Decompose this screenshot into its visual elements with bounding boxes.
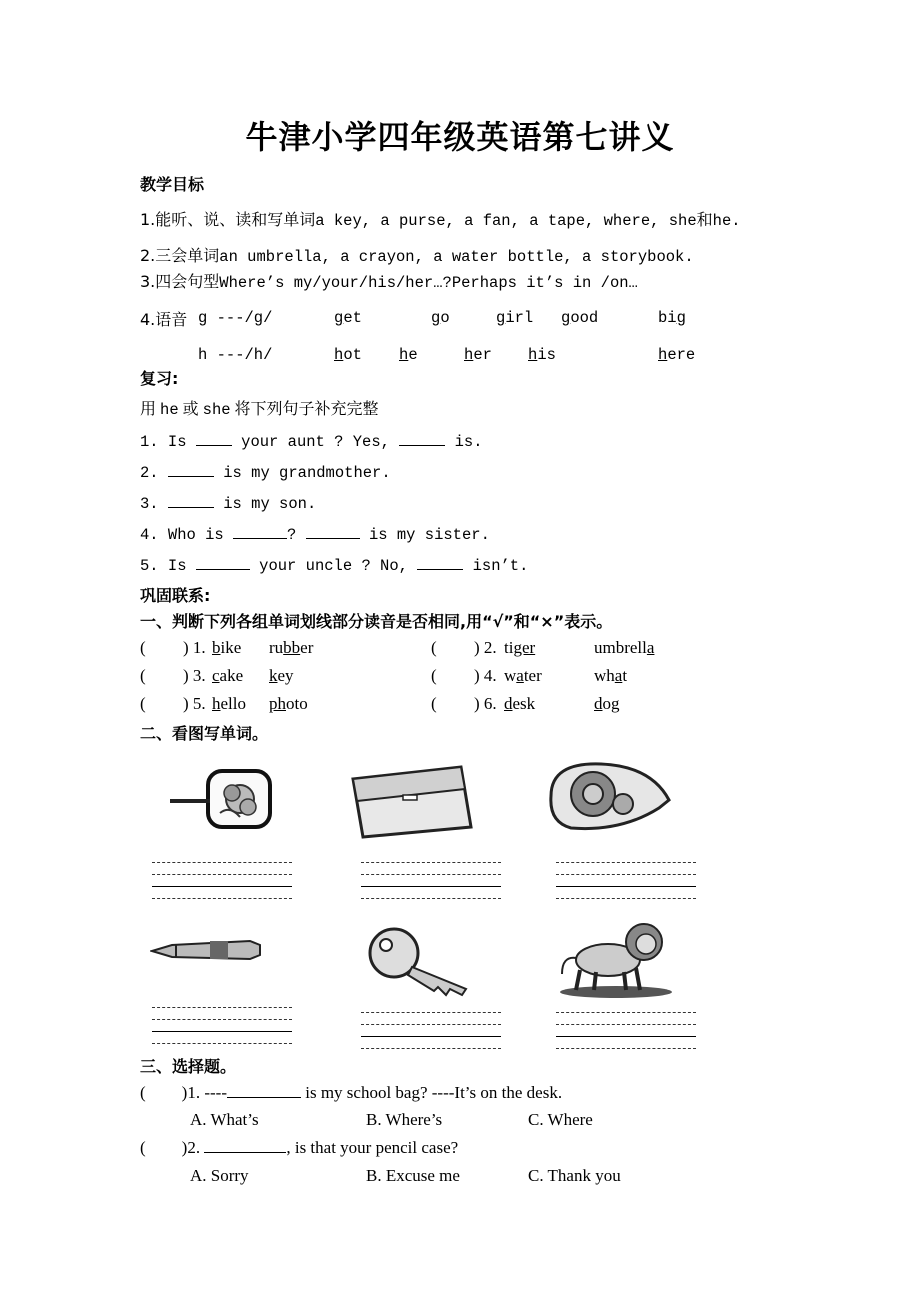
write-lines[interactable] xyxy=(361,862,501,910)
q2-number: ) 2. xyxy=(474,638,497,657)
q1-word2: rubber xyxy=(269,638,314,657)
q1-number: ) 1. xyxy=(183,638,206,657)
review-sentence-3: 3. is my son. xyxy=(140,495,317,513)
part2-title: 二、看图写单词。 xyxy=(140,724,269,743)
paren-open: ( xyxy=(431,666,437,685)
blank[interactable] xyxy=(196,555,250,570)
choice-1-a[interactable]: A. What’s xyxy=(190,1110,259,1129)
choice-2-b[interactable]: B. Excuse me xyxy=(366,1166,460,1185)
q6-word2: dog xyxy=(594,694,620,713)
write-lines[interactable] xyxy=(556,1012,696,1060)
pen-icon xyxy=(150,935,264,965)
write-lines[interactable] xyxy=(556,862,696,910)
objective-3: 3.四会句型Where’s my/your/his/her…?Perhaps it’s in /on… xyxy=(140,272,638,292)
phonics-word: go xyxy=(431,309,450,327)
choice-1-c[interactable]: C. Where xyxy=(528,1110,593,1129)
phonics-word: her xyxy=(464,346,492,364)
q5-word2: photo xyxy=(269,694,308,713)
q3-word2: key xyxy=(269,666,294,685)
phonics-word: girl xyxy=(496,309,534,327)
phonics-g-label: g ---/g/ xyxy=(198,309,273,327)
q5-word1: hello xyxy=(212,694,246,713)
blank[interactable] xyxy=(204,1138,286,1153)
purse-icon xyxy=(347,757,477,839)
review-heading: 复习: xyxy=(140,369,179,388)
part1-title: 一、判断下列各组单词划线部分读音是否相同,用“√”和“×”表示。 xyxy=(140,612,613,631)
key-icon xyxy=(362,925,474,997)
q6-number: ) 6. xyxy=(474,694,497,713)
phonics-word: big xyxy=(658,309,686,327)
choice-2-c[interactable]: C. Thank you xyxy=(528,1166,621,1185)
blank[interactable] xyxy=(233,524,287,539)
part3-title: 三、选择题。 xyxy=(140,1057,237,1076)
q1-word1: bike xyxy=(212,638,242,657)
q5-number: ) 5. xyxy=(183,694,206,713)
write-lines[interactable] xyxy=(152,1007,292,1055)
paren-open: ( xyxy=(140,694,146,713)
phonics-word: here xyxy=(658,346,696,364)
paren-open: ( xyxy=(431,694,437,713)
phonics-word: get xyxy=(334,309,362,327)
blank[interactable] xyxy=(168,462,214,477)
phonics-word: hot xyxy=(334,346,362,364)
write-lines[interactable] xyxy=(152,862,292,910)
paren-open: ( xyxy=(431,638,437,657)
objective-1: 1.能听、说、读和写单词a key, a purse, a fan, a tape, where, she和he. xyxy=(140,210,741,230)
review-sentence-1: 1. Is your aunt ? Yes, is. xyxy=(140,433,483,451)
lion-icon xyxy=(556,916,674,1000)
practice-heading: 巩固联系: xyxy=(140,586,211,605)
review-instruction: 用 he 或 she 将下列句子补充完整 xyxy=(140,399,379,419)
review-sentence-5: 5. Is your uncle ? No, isn’t. xyxy=(140,557,529,575)
objectives-heading: 教学目标 xyxy=(140,175,205,194)
q3-number: ) 3. xyxy=(183,666,206,685)
blank[interactable] xyxy=(168,493,214,508)
phonics-h-label: h ---/h/ xyxy=(198,346,273,364)
paren-open: ( xyxy=(140,666,146,685)
objective-4: 4.语音 xyxy=(140,310,188,329)
review-sentence-2: 2. is my grandmother. xyxy=(140,464,391,482)
phonics-word: he xyxy=(399,346,418,364)
choice-2-question: ( )2. , is that your pencil case? xyxy=(140,1138,459,1157)
blank[interactable] xyxy=(227,1083,301,1098)
choice-1-b[interactable]: B. Where’s xyxy=(366,1110,443,1129)
phonics-word: good xyxy=(561,309,599,327)
paren-open: ( xyxy=(140,638,146,657)
q4-word2: what xyxy=(594,666,628,685)
q4-word1: water xyxy=(504,666,542,685)
tape-icon xyxy=(541,756,683,836)
phonics-word: his xyxy=(528,346,556,364)
fan-icon xyxy=(160,763,280,855)
q4-number: ) 4. xyxy=(474,666,497,685)
choice-2-a[interactable]: A. Sorry xyxy=(190,1166,249,1185)
q6-word1: desk xyxy=(504,694,536,713)
blank[interactable] xyxy=(306,524,360,539)
blank[interactable] xyxy=(196,431,232,446)
q2-word1: tiger xyxy=(504,638,536,657)
blank[interactable] xyxy=(417,555,463,570)
blank[interactable] xyxy=(399,431,445,446)
objective-2: 2.三会单词an umbrella, a crayon, a water bottle, a storybook. xyxy=(140,246,694,266)
q2-word2: umbrella xyxy=(594,638,655,657)
choice-1-question: ( )1. ---- is my school bag? ----It’s on the desk. xyxy=(140,1083,563,1102)
page-title: 牛津小学四年级英语第七讲义 xyxy=(245,118,675,156)
review-sentence-4: 4. Who is ? is my sister. xyxy=(140,526,490,544)
q3-word1: cake xyxy=(212,666,244,685)
write-lines[interactable] xyxy=(361,1012,501,1060)
